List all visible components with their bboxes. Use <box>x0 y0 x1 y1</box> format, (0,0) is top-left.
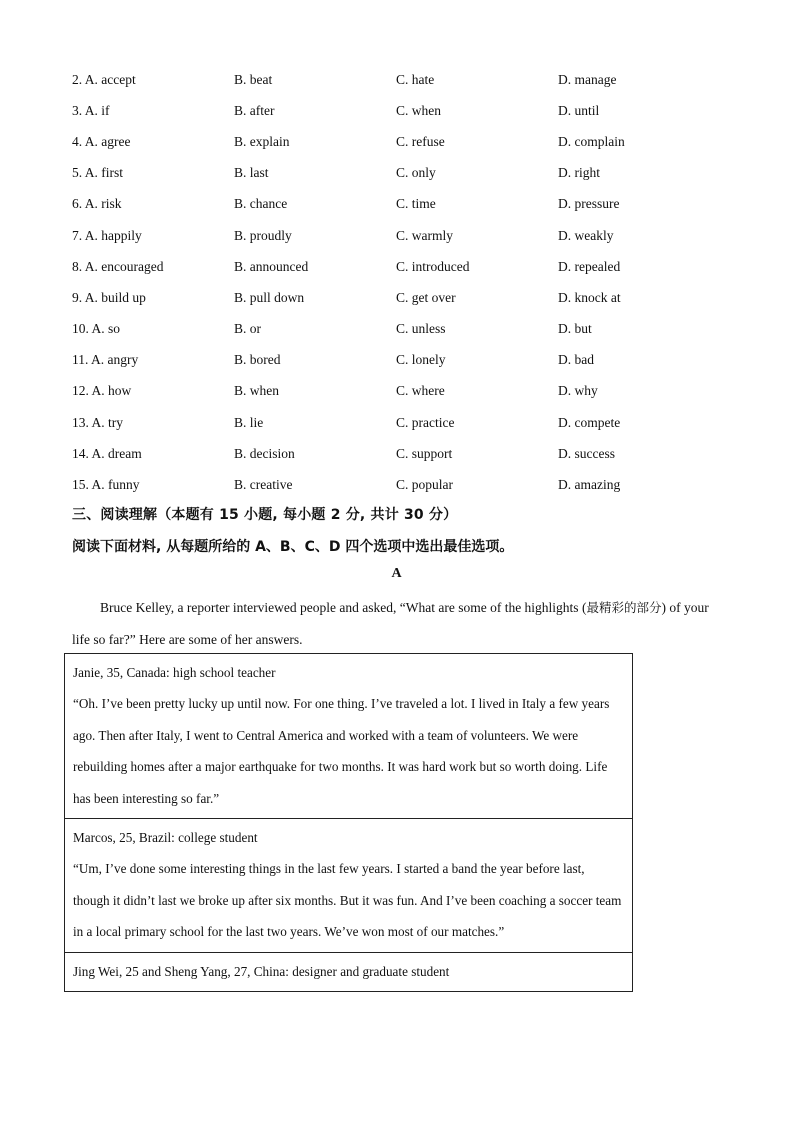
option-b: B. when <box>234 383 279 399</box>
option-c: C. unless <box>396 321 446 337</box>
intro-text-end: ) of your life so far?” Here are some of her answers. <box>72 600 709 647</box>
option-c: C. support <box>396 445 453 461</box>
option-c: C. lonely <box>396 352 446 368</box>
option-row-14 <box>72 438 722 469</box>
option-d: D. but <box>558 321 592 337</box>
option-row-11 <box>72 345 722 376</box>
option-b: B. proudly <box>234 227 292 243</box>
option-b: B. chance <box>234 196 288 212</box>
respondent-quote: “Oh. I’ve been pretty lucky up until now. For one thing. I’ve traveled a lot. I lived in Italy a few years ago. Then after Italy, I went to Central America and worked with a team of volunteers. We were rebuilding homes after a major earthquake for two months. It was hard work but so worth doing. Life has been interesting so far.” <box>73 696 610 806</box>
answer-entry-marcos <box>65 818 632 952</box>
option-b: B. lie <box>234 414 264 430</box>
option-a: 11. A. angry <box>72 352 139 368</box>
option-c: C. introduced <box>396 258 470 274</box>
option-row-15 <box>72 469 722 500</box>
option-row-7 <box>72 220 722 251</box>
option-b: B. decision <box>234 445 295 461</box>
option-b: B. or <box>234 321 261 337</box>
option-a: 9. A. build up <box>72 289 146 305</box>
option-row-3 <box>72 95 722 126</box>
option-row-13 <box>72 407 722 438</box>
option-d: D. compete <box>558 414 621 430</box>
option-row-4 <box>72 126 722 157</box>
option-c: C. get over <box>396 289 456 305</box>
option-c: C. popular <box>396 477 453 493</box>
option-c: C. where <box>396 383 445 399</box>
option-a: 14. A. dream <box>72 445 142 461</box>
option-a: 15. A. funny <box>72 477 140 493</box>
intro-chinese-gloss: 最精彩的部分 <box>586 600 662 615</box>
respondent-info: Jing Wei, 25 and Sheng Yang, 27, China: designer and graduate student <box>73 963 450 979</box>
option-c: C. only <box>396 165 436 181</box>
option-d: D. bad <box>558 352 594 368</box>
option-d: D. knock at <box>558 289 621 305</box>
option-row-2 <box>72 64 722 95</box>
intro-text-start: Bruce Kelley, a reporter interviewed people and asked, “What are some of the highlights ( <box>100 600 587 615</box>
option-b: B. explain <box>234 133 290 149</box>
option-c: C. hate <box>396 71 435 87</box>
option-d: D. repealed <box>558 258 621 274</box>
option-c: C. practice <box>396 414 455 430</box>
passage-intro <box>72 592 722 655</box>
section-heading: 三、阅读理解（本题有 15 小题, 每小题 2 分, 共计 30 分） <box>72 507 458 523</box>
option-b: B. after <box>234 102 275 118</box>
option-b: B. creative <box>234 477 293 493</box>
option-row-9 <box>72 282 722 313</box>
option-row-10 <box>72 314 722 345</box>
option-a: 3. A. if <box>72 102 110 118</box>
option-b: B. pull down <box>234 289 305 305</box>
option-a: 5. A. first <box>72 165 124 181</box>
option-b: B. beat <box>234 71 273 87</box>
option-a: 4. A. agree <box>72 133 131 149</box>
answer-entry-jing-wei-sheng-yang <box>65 952 632 991</box>
option-d: D. amazing <box>558 477 621 493</box>
option-row-5 <box>72 158 722 189</box>
option-d: D. success <box>558 445 615 461</box>
option-a: 8. A. encouraged <box>72 258 164 274</box>
respondent-info: Janie, 35, Canada: high school teacher <box>73 665 276 680</box>
section-instruction: 阅读下面材料, 从每题所给的 A、B、C、D 四个选项中选出最佳选项。 <box>72 539 514 555</box>
answer-entry-janie <box>65 654 632 818</box>
option-a: 7. A. happily <box>72 227 142 243</box>
option-b: B. bored <box>234 352 281 368</box>
option-d: D. pressure <box>558 196 620 212</box>
option-row-12 <box>72 376 722 407</box>
option-c: C. warmly <box>396 227 453 243</box>
option-d: D. manage <box>558 71 617 87</box>
option-a: 12. A. how <box>72 383 132 399</box>
option-row-8 <box>72 251 722 282</box>
option-c: C. when <box>396 102 441 118</box>
option-a: 10. A. so <box>72 321 121 337</box>
option-d: D. until <box>558 102 600 118</box>
passage-label: A <box>391 566 402 581</box>
option-c: C. refuse <box>396 133 445 149</box>
option-row-6 <box>72 189 722 220</box>
option-b: B. last <box>234 165 269 181</box>
option-c: C. time <box>396 196 436 212</box>
option-d: D. weakly <box>558 227 614 243</box>
option-a: 2. A. accept <box>72 71 136 87</box>
option-a: 13. A. try <box>72 414 124 430</box>
option-b: B. announced <box>234 258 309 274</box>
respondent-quote: “Um, I’ve done some interesting things in the last few years. I started a band the year before last, though it didn’t last we broke up after six months. But it was fun. And I’ve been coaching a soccer team in a local primary school for the last two years. We’ve won most of our matches.” <box>73 861 622 940</box>
option-d: D. complain <box>558 133 625 149</box>
option-a: 6. A. risk <box>72 196 122 212</box>
option-d: D. right <box>558 165 600 181</box>
option-d: D. why <box>558 383 598 399</box>
respondent-info: Marcos, 25, Brazil: college student <box>73 830 258 846</box>
cloze-options-list <box>72 64 722 501</box>
answers-table <box>64 653 633 992</box>
